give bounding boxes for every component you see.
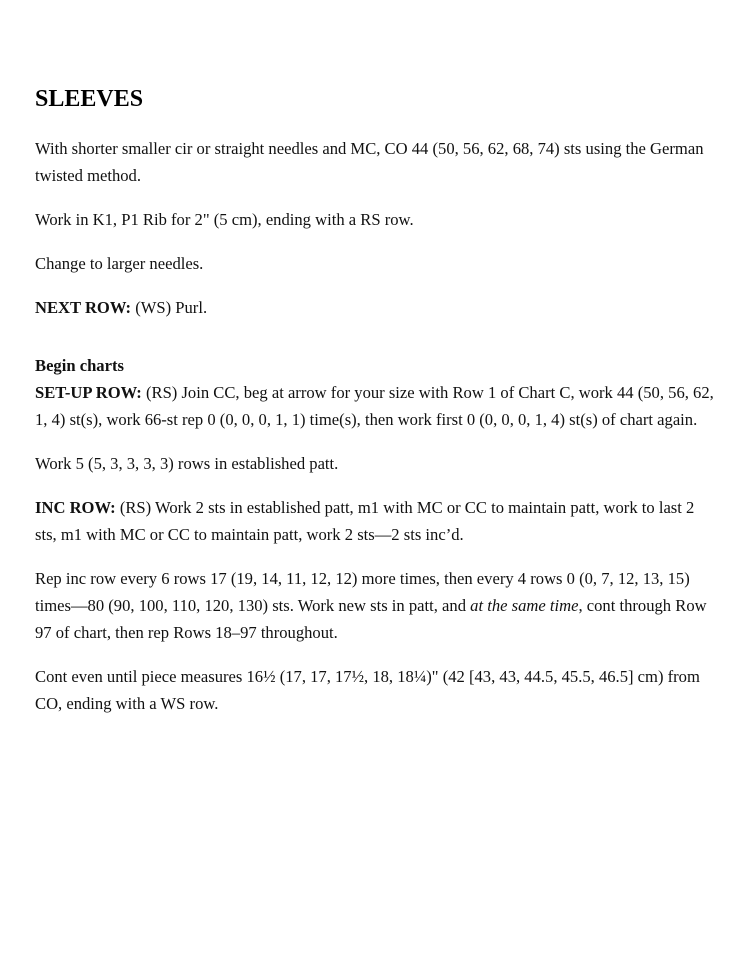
next-row-label: NEXT ROW:	[35, 298, 132, 317]
work-rows-paragraph: Work 5 (5, 3, 3, 3, 3) rows in established patt.	[35, 454, 339, 473]
set-up-row-label: SET-UP ROW:	[35, 383, 142, 402]
cont-even-paragraph: Cont even until piece measures 16½ (17, 17, 17½, 18, 18¼)" (42 [43, 43, 44.5, 45.5, 46.5] cm) from CO, ending with a WS row.	[35, 667, 700, 713]
repeat-inc-text-before: Rep inc row every 6 rows 17 (19, 14, 11, 12, 12) more times, then every 4 rows 0 (0, 7, 12, 13, 15) times—80 (90, 100, 110, 120, 130) sts. Work new sts in patt, and	[35, 569, 690, 615]
change-needles-paragraph: Change to larger needles.	[35, 254, 204, 273]
section-title: SLEEVES	[35, 86, 144, 112]
set-up-row-paragraph	[35, 379, 715, 433]
rib-paragraph: Work in K1, P1 Rib for 2" (5 cm), ending with a RS row.	[35, 210, 414, 229]
inc-row-paragraph	[35, 494, 715, 548]
repeat-inc-italic: at the same time	[470, 596, 579, 615]
inc-row-text: (RS) Work 2 sts in established patt, m1 with MC or CC to maintain patt, work to last 2 sts, m1 with MC or CC to maintain patt, work 2 sts—2 sts inc’d.	[35, 498, 695, 544]
inc-row-label: INC ROW:	[35, 498, 116, 517]
set-up-row-text: (RS) Join CC, beg at arrow for your size with Row 1 of Chart C, work 44 (50, 56, 62, 1, 4) st(s), work 66-st rep 0 (0, 0, 0, 1, 1) time(s), then work first 0 (0, 0, 0, 1, 4) st(s) of chart again.	[35, 383, 714, 429]
cast-on-paragraph: With shorter smaller cir or straight needles and MC, CO 44 (50, 56, 62, 68, 74) sts using the German twisted method.	[35, 139, 704, 185]
next-row-text: (WS) Purl.	[131, 298, 208, 317]
document-page	[35, 82, 715, 734]
next-row-paragraph	[35, 294, 715, 321]
repeat-inc-text-after: , cont through Row 97 of chart, then rep Rows 18–97 throughout.	[35, 596, 707, 642]
begin-charts-heading: Begin charts	[35, 356, 124, 375]
repeat-inc-paragraph	[35, 565, 715, 646]
